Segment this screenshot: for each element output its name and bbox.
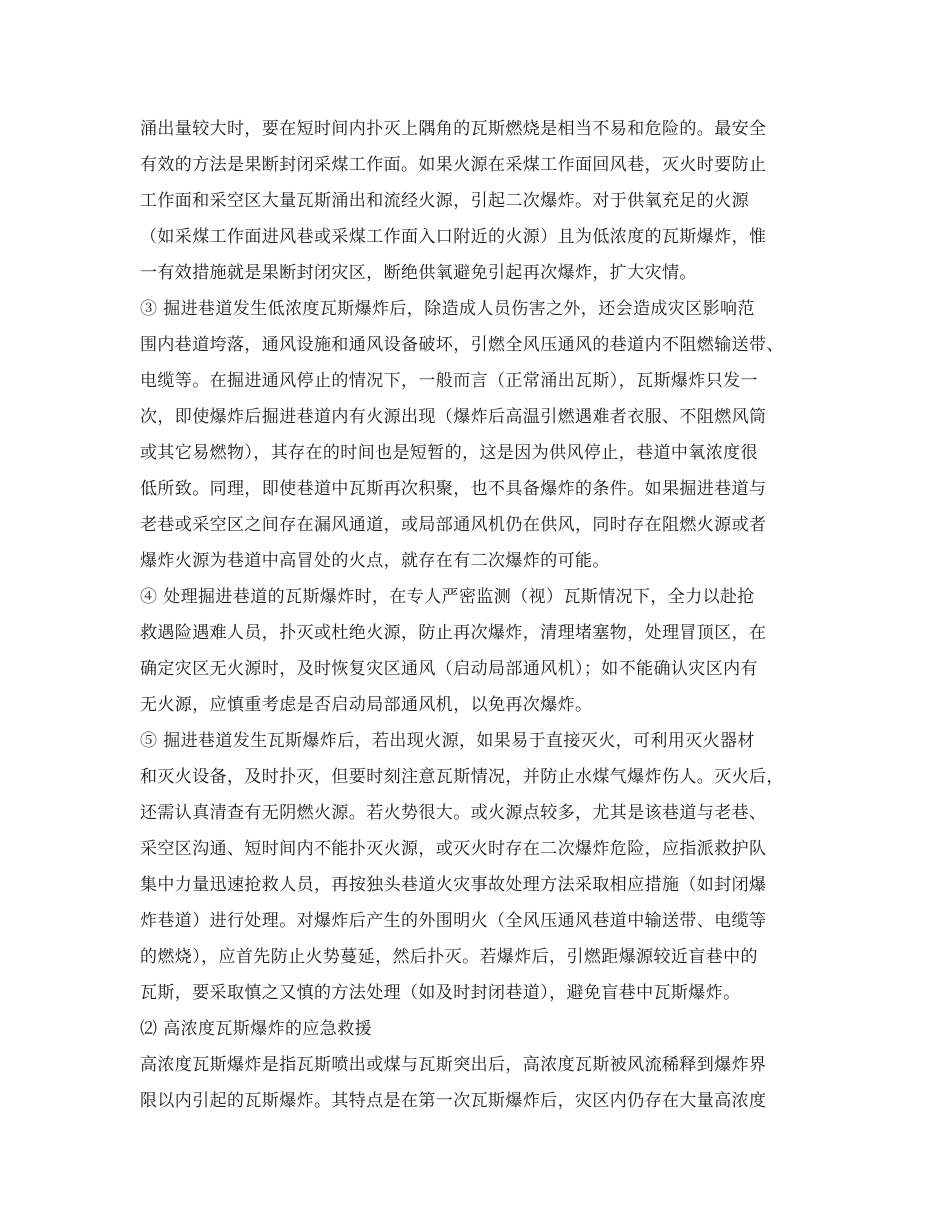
text-line: 工作面和采空区大量瓦斯涌出和流经火源，引起二次爆炸。对于供氧充足的火源 (140, 191, 749, 211)
text-line: 限以内引起的瓦斯爆炸。其特点是在第一次瓦斯爆炸后，灾区内仍存在大量高浓度 (140, 1091, 767, 1111)
section-heading: ⑵ 高浓度瓦斯爆炸的应急救援 (140, 1019, 373, 1039)
list-item-4: ④ 处理掘进巷道的瓦斯爆炸时，在专人严密监测（视）瓦斯情况下，全力以赴抢 (140, 587, 755, 607)
text-line: 涌出量较大时，要在短时间内扑灭上隅角的瓦斯燃烧是相当不易和危险的。最安全 (140, 119, 767, 139)
text-line: 老巷或采空区之间存在漏风通道，或局部通风机仍在供风，同时存在阻燃火源或者 (140, 515, 767, 535)
text-line: 有效的方法是果断封闭采煤工作面。如果火源在采煤工作面回风巷，灭火时要防止 (140, 155, 767, 175)
text-line: 或其它易燃物），其存在的时间也是短暂的，这是因为供风停止，巷道中氧浓度很 (140, 443, 758, 463)
list-item-5: ⑤ 掘进巷道发生瓦斯爆炸后，若出现火源，如果易于直接灭火，可利用灭火器材 (140, 731, 755, 751)
text-line: 低所致。同理，即使巷道中瓦斯再次积聚，也不具备爆炸的条件。如果掘进巷道与 (140, 479, 767, 499)
text-line: 集中力量迅速抢救人员，再按独头巷道火灾事故处理方法采取相应措施（如封闭爆 (140, 875, 767, 895)
text-line: 确定灾区无火源时，及时恢复灾区通风（启动局部通风机）；如不能确认灾区内有 (140, 659, 758, 679)
text-line: 无火源，应慎重考虑是否启动局部通风机，以免再次爆炸。 (140, 695, 593, 715)
text-line: 还需认真清查有无阴燃火源。若火势很大。或火源点较多，尤其是该巷道与老巷、 (140, 803, 767, 823)
text-line: 爆炸火源为巷道中高冒处的火点，就存在有二次爆炸的可能。 (140, 551, 610, 571)
text-line: （如采煤工作面进风巷或采煤工作面入口附近的火源）且为低浓度的瓦斯爆炸，惟 (140, 227, 767, 247)
text-line: 一有效措施就是果断封闭灾区，断绝供氧避免引起再次爆炸，扩大灾情。 (140, 263, 697, 283)
text-line: 高浓度瓦斯爆炸是指瓦斯喷出或煤与瓦斯突出后，高浓度瓦斯被风流稀释到爆炸界 (140, 1055, 767, 1075)
text-line: 次，即使爆炸后掘进巷道内有火源出现（爆炸后高温引燃遇难者衣服、不阻燃风筒 (140, 407, 767, 427)
text-line: 电缆等。在掘进通风停止的情况下，一般而言（正常涌出瓦斯），瓦斯爆炸只发一 (140, 371, 758, 391)
text-line: 和灭火设备，及时扑灭，但要时刻注意瓦斯情况，并防止水煤气爆炸伤人。灭火后， (140, 767, 784, 787)
text-line: 救遇险遇难人员，扑灭或杜绝火源，防止再次爆炸，清理堵塞物，处理冒顶区，在 (140, 623, 767, 643)
document-body (140, 111, 820, 1119)
list-item-3: ③ 掘进巷道发生低浓度瓦斯爆炸后，除造成人员伤害之外，还会造成灾区影响范 (140, 299, 755, 319)
text-line: 瓦斯，要采取慎之又慎的方法处理（如及时封闭巷道），避免盲巷中瓦斯爆炸。 (140, 983, 741, 1003)
text-line: 炸巷道）进行处理。对爆炸后产生的外围明火（全风压通风巷道中输送带、电缆等 (140, 911, 767, 931)
text-line: 的燃烧），应首先防止火势蔓延，然后扑灭。若爆炸后，引燃距爆源较近盲巷中的 (140, 947, 758, 967)
text-line: 采空区沟通、短时间内不能扑灭火源，或灭火时存在二次爆炸危险，应指派救护队 (140, 839, 767, 859)
text-line: 围内巷道垮落，通风设施和通风设备破坏，引燃全风压通风的巷道内不阻燃输送带、 (140, 335, 784, 355)
